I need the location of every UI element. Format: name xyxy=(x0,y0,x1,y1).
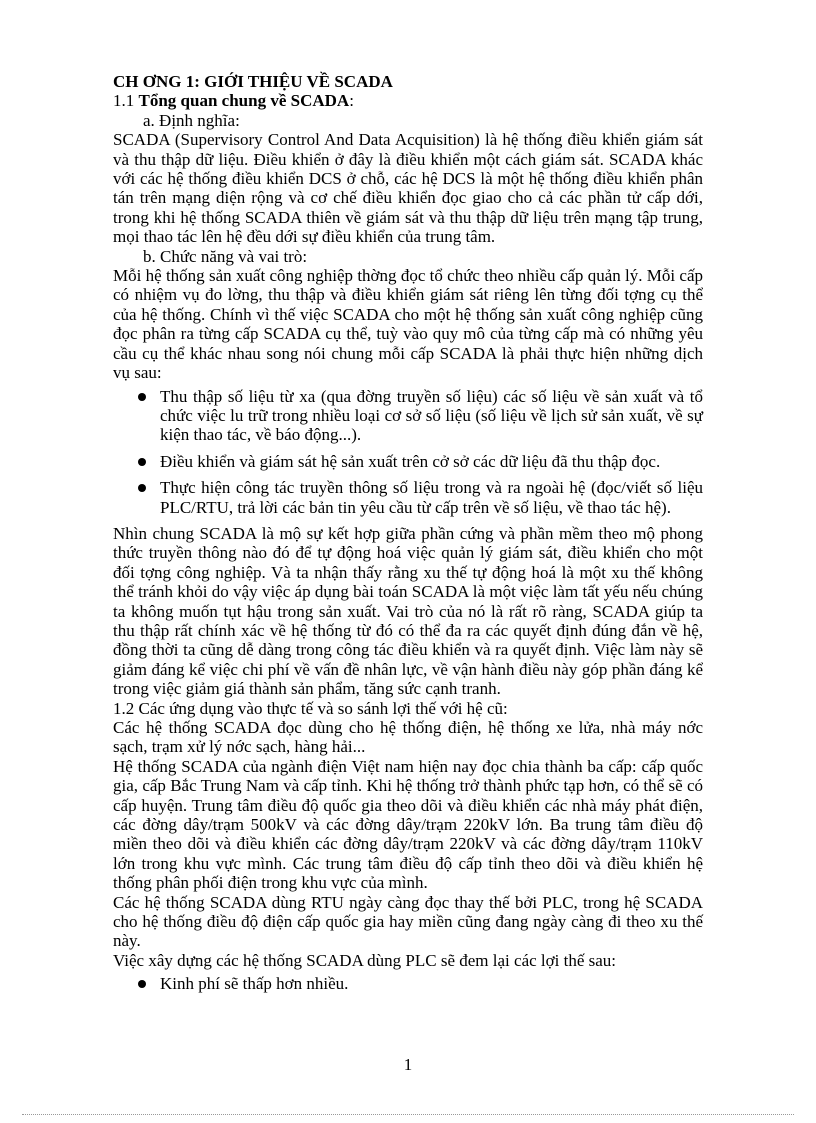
bullet-icon xyxy=(138,980,146,988)
list-item xyxy=(113,387,703,445)
paragraph-definition: SCADA (Supervisory Control And Data Acquisition) là hệ thống điều khiển giám sát và thu thập dữ liệu. Điều khiển ở đây là điều khiển một cách giám sát. SCADA khác với các hệ thống điều khiển DCS ở chỗ, các hệ DCS là một hệ thống điều khiển phân tán trên mạng diện rộng và cơ chế điều khiển đọc giao cho cả các phần tử cấp dới, trong khi hệ thống SCADA thiên về giám sát và thu thập dữ liệu trên mạng tập trung, mọi thao tác lên hệ đều dới sự điều khiển của trung tâm. xyxy=(113,130,703,247)
document-body xyxy=(113,72,703,1001)
paragraph-functions: Mỗi hệ thống sản xuất công nghiệp thờng đọc tổ chức theo nhiều cấp quản lý. Mỗi cấp có nhiệm vụ đo lờng, thu thập và điều khiển giám sát riêng lên từng đối tợng cụ thể của hệ thống. Chính vì thế việc SCADA cho một hệ thống sản xuất công nghiệp cũng đọc phân ra từng cấp SCADA cụ thể, tuỳ vào quy mô của từng cấp mà có những yêu cầu cụ thể khác nhau song nói chung mỗi cấp SCADA là phải thực hiện những dịch vụ sau: xyxy=(113,266,703,383)
paragraph-rtu: Các hệ thống SCADA dùng RTU ngày càng đọc thay thế bởi PLC, trong hệ SCADA cho hệ thống điều độ điện cấp quốc gia hay miền cũng đang ngày càng đi theo xu thế này. xyxy=(113,892,703,951)
page-number: 1 xyxy=(403,1055,413,1074)
list-item xyxy=(113,478,703,517)
footer-divider xyxy=(22,1114,794,1115)
list-item-text: Thu thập số liệu từ xa (qua đờng truyền số liệu) các số liệu về sản xuất và tổ chức việc lu trữ trong nhiều loại cơ sở số liệu (số liệu về lịch sử sản xuất, về sự kiện thao tác, về báo động...). xyxy=(160,386,703,445)
section-heading-1-2: 1.2 Các ứng dụng vào thực tế và so sánh lợi thế với hệ cũ: xyxy=(113,698,508,718)
list-item-text: Thực hiện công tác truyền thông số liệu trong và ra ngoài hệ (đọc/viết số liệu PLC/RTU, trả lời các bản tin yêu cầu từ cấp trên về số liệu, về thao tác hệ). xyxy=(160,478,703,517)
section-colon: : xyxy=(349,91,354,111)
paragraph-applications: Các hệ thống SCADA đọc dùng cho hệ thống điện, hệ thống xe lửa, nhà máy nớc sạch, trạm xử lý nớc sạch, hàng hải... xyxy=(113,718,703,757)
bullet-list-advantages xyxy=(113,974,703,993)
section-title: Tổng quan chung về SCADA xyxy=(138,91,350,111)
paragraph-plc: Việc xây dựng các hệ thống SCADA dùng PLC sẽ đem lại các lợi thế sau: xyxy=(113,950,616,970)
section-number: 1.1 xyxy=(113,91,135,111)
paragraph-summary: Nhìn chung SCADA là mộ sự kết hợp giữa phần cứng và phần mềm theo mộ phong thức truyền thông nào đó để tự động hoá việc quản lý giám sát, điều khiển cho một đối tợng công nghiệp. Và ta nhận thấy rằng xu thế tự động hoá là một xu thế không thể tránh khỏi do vậy việc áp dụng bài toán SCADA là một việc làm tất yếu nếu chúng ta không muốn tụt hậu trong sản xuất. Vai trò của nó là rất rõ ràng, SCADA giúp ta thu thập rất chính xác về hệ thống từ đó có thể đa ra các quyết định đúng đắn về hệ, đồng thời ta cũng dễ dàng trong công tác điều khiển và ra quyết định. Việc làm này sẽ giảm đáng kể việc chi phí về vấn đề nhân lực, về vận hành điều này góp phần đáng kể trong việc giảm giá thành sản phẩm, tăng sức cạnh tranh. xyxy=(113,523,703,699)
bullet-icon xyxy=(138,484,146,492)
section-heading-1-1 xyxy=(113,91,703,110)
list-item xyxy=(113,452,703,471)
subheading-definition: a. Định nghĩa: xyxy=(143,110,240,130)
list-item-text: Kinh phí sẽ thấp hơn nhiều. xyxy=(160,974,349,994)
bullet-list-services xyxy=(113,387,703,517)
chapter-title: CH ƠNG 1: GIỚI THIỆU VỀ SCADA xyxy=(113,72,393,91)
list-item-text: Điều khiển và giám sát hệ sản xuất trên cở sở các dữ liệu đã thu thập đọc. xyxy=(160,451,661,471)
list-item xyxy=(113,974,703,993)
bullet-icon xyxy=(138,458,146,466)
paragraph-power-system: Hệ thống SCADA của ngành điện Việt nam hiện nay đọc chia thành ba cấp: cấp quốc gia, cấp Bắc Trung Nam và cấp tỉnh. Khi hệ thống trở thành phức tạp hơn, có thể sẽ có cấp huyện. Trung tâm điều độ quốc gia theo dõi và điều khiển các nhà máy phát điện, các đờng dây/trạm 500kV và các đờng dây/trạm 220kV lớn. Ba trung tâm điều độ miền theo dõi và điều khiển các đờng dây/trạm 220kV và các đờng dây/trạm 110kV lớn trong khu vực mình. Các trung tâm điều độ cấp tỉnh theo dõi và điều khiển hệ thống phân phối điện trong khu vực của mình. xyxy=(113,756,703,893)
bullet-icon xyxy=(138,393,146,401)
subheading-functions: b. Chức năng và vai trò: xyxy=(143,246,308,266)
